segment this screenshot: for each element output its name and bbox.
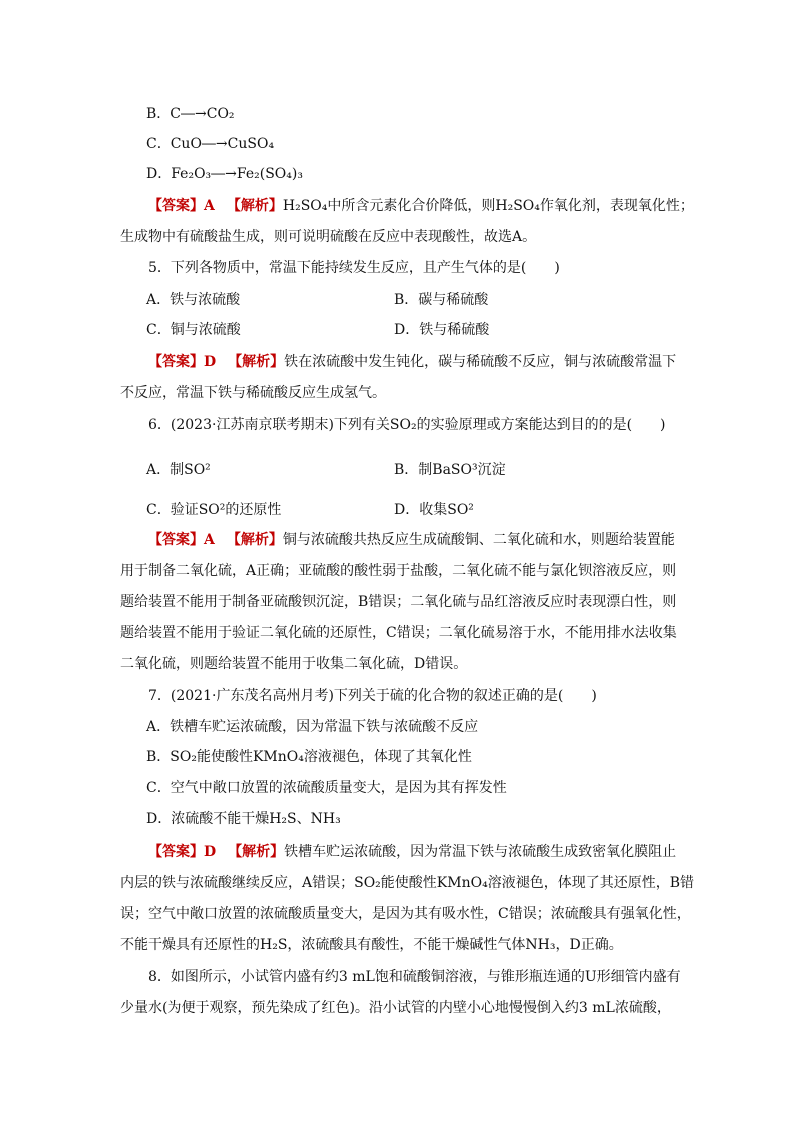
answer-tag: 【答案】A [148, 532, 215, 548]
q7-stem: 7．(2021·广东茂名高州月考)下列关于硫的化合物的叙述正确的是( ) [148, 688, 597, 704]
analysis-tag: 【解析】 [226, 532, 283, 548]
q5-answer-line [148, 352, 676, 372]
q6-option-a: A．制SO² [146, 462, 211, 478]
analysis-text: 铜与浓硫酸共热反应生成硫酸铜、二氧化硫和水，则题给装置能 [282, 532, 675, 548]
answer-tag: 【答案】D [148, 844, 217, 860]
q5-option-b: B．碳与稀硫酸 [394, 292, 489, 308]
q4-option-c: C．CuO―→CuSO₄ [146, 136, 275, 152]
q6-option-b: B．制BaSO³沉淀 [394, 462, 506, 478]
q7-analysis-line-2: 内层的铁与浓硫酸继续反应，A错误；SO₂能使酸性KMnO₄溶液褪色，体现了其还原性，B错 [120, 875, 694, 891]
analysis-tag: 【解析】 [226, 198, 283, 214]
q5-option-a: A．铁与浓硫酸 [146, 292, 241, 308]
answer-tag: 【答案】D [148, 354, 217, 370]
q4-analysis-line-2: 生成物中有硫酸盐生成，则可说明硫酸在反应中表现酸性，故选A。 [120, 229, 537, 245]
q6-option-c: C．验证SO²的还原性 [146, 502, 282, 518]
q6-stem: 6．(2023·江苏南京联考期末)下列有关SO₂的实验原理或方案能达到目的的是( ) [148, 417, 666, 433]
q8-stem-line-1: 8．如图所示，小试管内盛有约3 mL饱和硫酸铜溶液，与锥形瓶连通的U形细管内盛有 [148, 969, 681, 985]
q5-stem: 5．下列各物质中，常温下能持续发生反应，且产生气体的是( ) [148, 260, 560, 276]
answer-tag: 【答案】A [148, 198, 215, 214]
q7-option-a: A．铁槽车贮运浓硫酸，因为常温下铁与浓硫酸不反应 [146, 719, 479, 735]
q4-option-b: B．C―→CO₂ [146, 106, 235, 122]
q4-answer-line [148, 196, 694, 216]
q7-answer-line [148, 842, 676, 862]
q7-analysis-line-4: 不能干燥具有还原性的H₂S，浓硫酸具有酸性，不能干燥碱性气体NH₃，D正确。 [120, 937, 623, 953]
q4-option-d: D．Fe₂O₃―→Fe₂(SO₄)₃ [146, 166, 303, 182]
analysis-tag: 【解析】 [228, 354, 285, 370]
q5-option-d: D．铁与稀硫酸 [394, 322, 490, 338]
q7-option-c: C．空气中敞口放置的浓硫酸质量变大，是因为其有挥发性 [146, 780, 507, 796]
analysis-text: 铁槽车贮运浓硫酸，因为常温下铁与浓硫酸生成致密氧化膜阻止 [284, 844, 677, 860]
q6-answer-line [148, 530, 675, 550]
analysis-tag: 【解析】 [228, 844, 285, 860]
q6-analysis-line-5: 二氧化硫，则题给装置不能用于收集二氧化硫，D错误。 [120, 656, 468, 672]
q6-analysis-line-2: 用于制备二氧化硫，A正确；亚硫酸的酸性弱于盐酸，二氧化硫不能与氯化钡溶液反应，则 [120, 563, 677, 579]
q6-option-d: D．收集SO² [394, 502, 474, 518]
q7-option-d: D．浓硫酸不能干燥H₂S、NH₃ [146, 811, 341, 827]
analysis-text: 铁在浓硫酸中发生钝化，碳与稀硫酸不反应，铜与浓硫酸常温下 [284, 354, 677, 370]
q6-analysis-line-3: 题给装置不能用于制备亚硫酸钡沉淀，B错误；二氧化硫与品红溶液反应时表现漂白性，则 [120, 594, 677, 610]
q5-option-c: C．铜与浓硫酸 [146, 322, 241, 338]
q7-analysis-line-3: 误；空气中敞口放置的浓硫酸质量变大，是因为其有吸水性，C错误；浓硫酸具有强氧化性， [120, 906, 691, 922]
q5-analysis-line-2: 不反应，常温下铁与稀硫酸反应生成氢气。 [120, 385, 386, 401]
q6-analysis-line-4: 题给装置不能用于验证二氧化硫的还原性，C错误；二氧化硫易溶于水，不能用排水法收集 [120, 625, 677, 641]
q8-stem-line-2: 少量水(为便于观察，预先染成了红色)。沿小试管的内壁小心地慢慢倒入约3 mL浓硫酸， [120, 1000, 671, 1016]
analysis-text: H₂SO₄中所含元素化合价降低，则H₂SO₄作氧化剂，表现氧化性； [282, 198, 694, 214]
q7-option-b: B．SO₂能使酸性KMnO₄溶液褪色，体现了其氧化性 [146, 749, 472, 765]
